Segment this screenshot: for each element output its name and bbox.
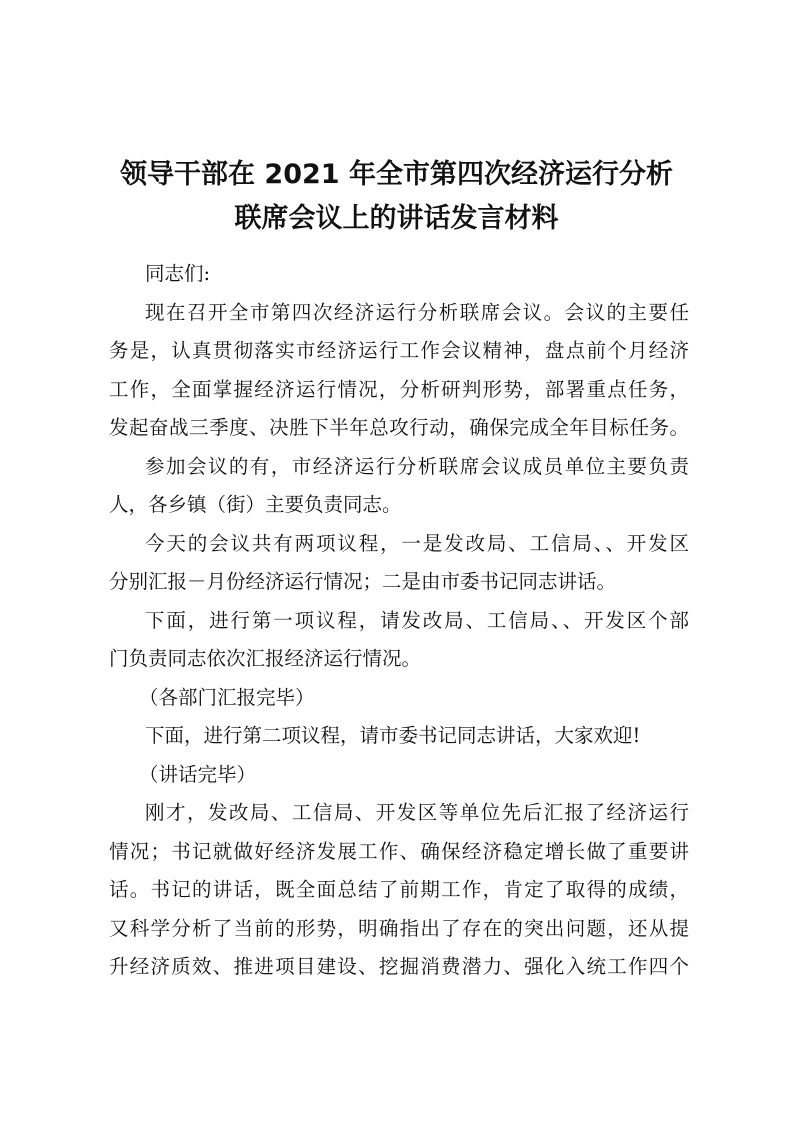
stage-direction: （讲话完毕） bbox=[139, 762, 257, 786]
stage-direction: （各部门汇报完毕） bbox=[139, 685, 315, 709]
body-line: 话。书记的讲话，既全面总结了前期工作，肯定了取得的成绩， bbox=[109, 878, 689, 901]
body-line: 现在召开全市第四次经济运行分析联席会议。会议的主要任 bbox=[145, 300, 689, 324]
body-line: 门负责同志依次汇报经济运行情况。 bbox=[109, 647, 422, 670]
body-line: 今天的会议共有两项议程，一是发改局、工信局、、开发区 bbox=[145, 531, 689, 555]
body-line: 情况；书记就做好经济发展工作、确保经济稳定增长做了重要讲 bbox=[109, 839, 689, 863]
body-line: 务是，认真贯彻落实市经济运行工作会议精神，盘点前个月经济 bbox=[109, 339, 689, 362]
body-line: 分别汇报－月份经济运行情况；二是由市委书记同志讲话。 bbox=[109, 570, 617, 593]
document-title-line-2: 联席会议上的讲话发言材料 bbox=[234, 203, 559, 234]
document-title-line-1: 领导干部在 2021 年全市第四次经济运行分析 bbox=[120, 159, 673, 190]
body-line: 下面，进行第二项议程，请市委书记同志讲话，大家欢迎! bbox=[145, 724, 641, 747]
body-line: 参加会议的有，市经济运行分析联席会议成员单位主要负责 bbox=[145, 454, 689, 478]
body-line: 升经济质效、推进项目建设、挖掘消费潜力、强化入统工作四个 bbox=[109, 955, 689, 978]
body-line: 发起奋战三季度、决胜下半年总攻行动，确保完成全年目标任务。 bbox=[109, 416, 689, 439]
document-body bbox=[109, 255, 689, 987]
salutation: 同志们: bbox=[145, 262, 211, 285]
body-line: 下面，进行第一项议程，请发改局、工信局、、开发区个部 bbox=[145, 608, 689, 632]
body-line: 又科学分析了当前的形势，明确指出了存在的突出问题，还从提 bbox=[109, 916, 689, 940]
body-line: 刚才，发改局、工信局、开发区等单位先后汇报了经济运行 bbox=[145, 801, 689, 824]
body-line: 工作，全面掌握经济运行情况，分析研判形势，部署重点任务， bbox=[109, 377, 689, 401]
body-line: 人，各乡镇（街）主要负责同志。 bbox=[109, 493, 402, 516]
